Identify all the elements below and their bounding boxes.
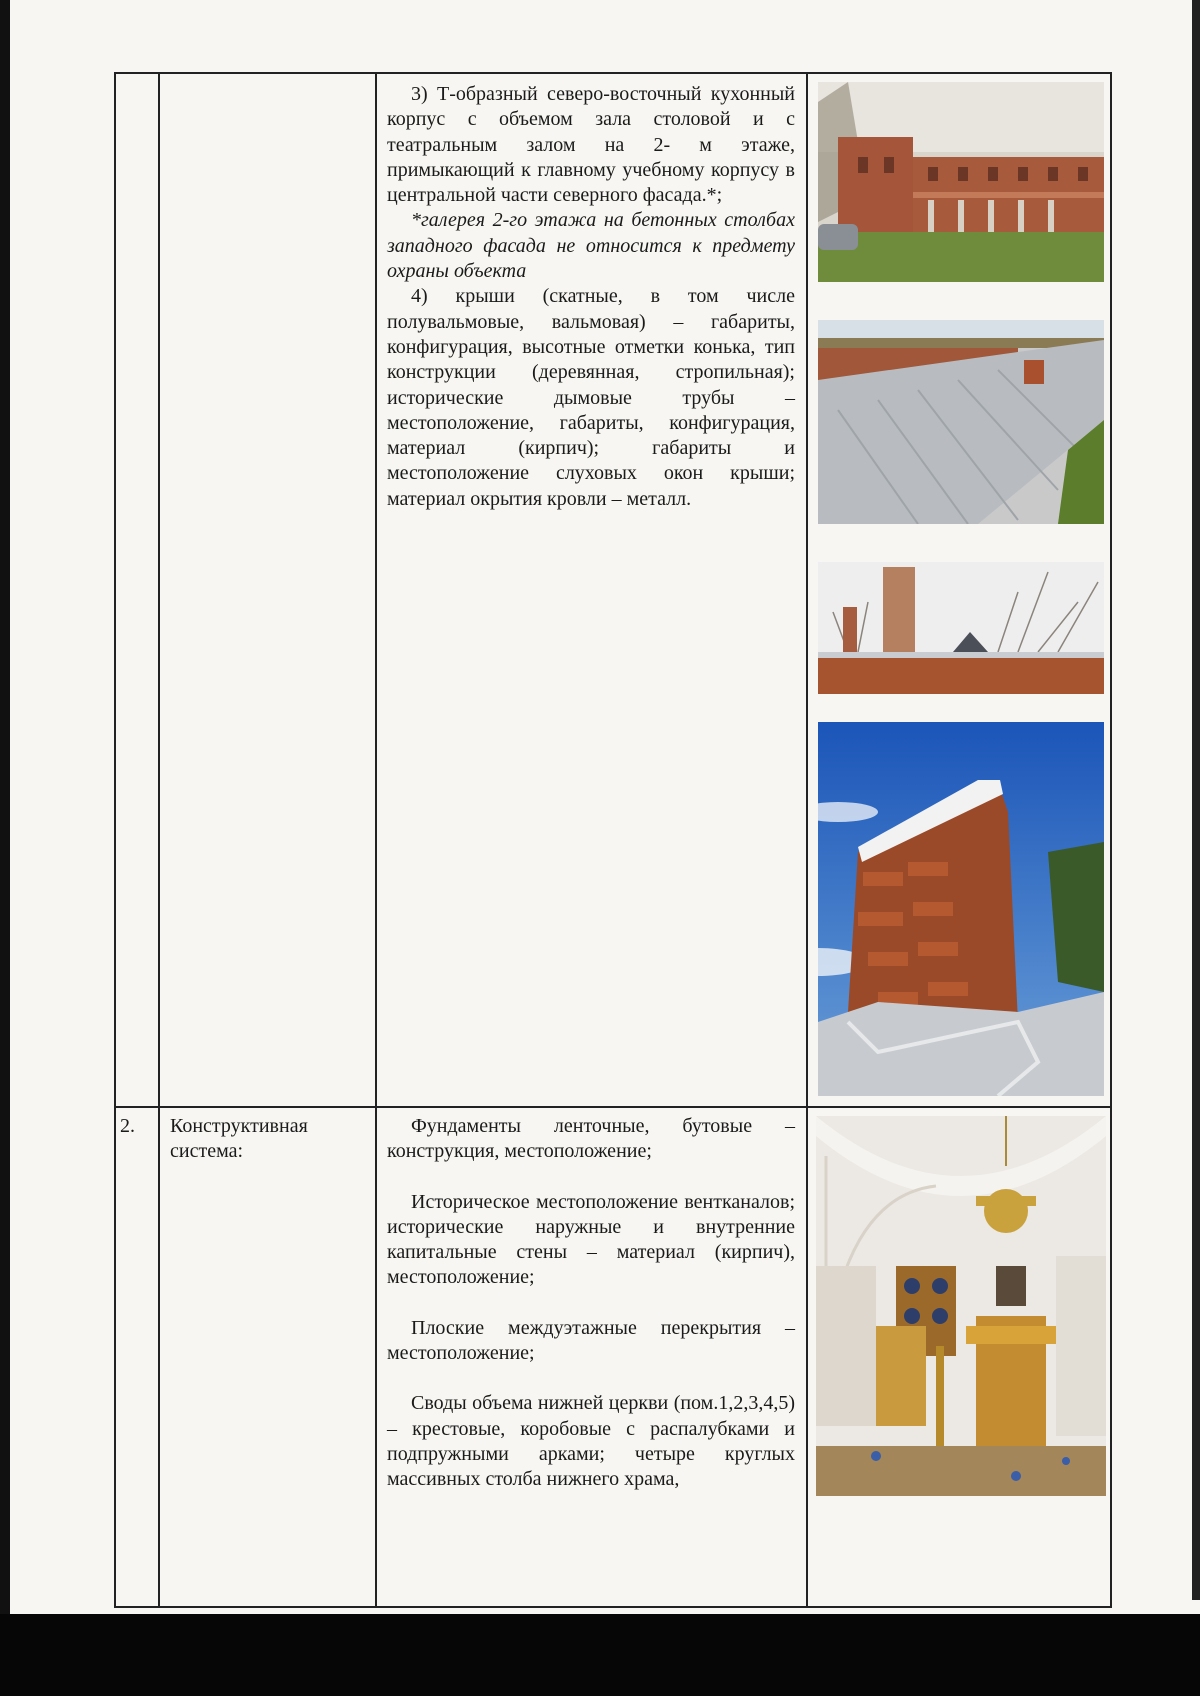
footnote-gallery: *галерея 2-го этажа на бетонных столбах западного фасада не относится к предмету охраны объекта <box>387 209 795 283</box>
table-top-border <box>114 72 1112 74</box>
row-number: 2. <box>120 1115 135 1137</box>
floors-text: Плоские междуэтажные перекрытия – местоположение; <box>387 1316 795 1365</box>
row1-description <box>387 82 795 512</box>
photo-chimney-closeup <box>818 722 1104 1096</box>
vaults-text: Своды объема нижней церкви (пом.1,2,3,4,5) – крестовые, коробовые с распалубками и подпружными арками; четыре круглых массивных столба нижнего храма, <box>387 1392 795 1491</box>
photo-roof <box>818 320 1104 524</box>
foundations-text: Фундаменты ленточные, бутовые – конструкция, местоположение; <box>387 1115 795 1163</box>
photo-building-facade <box>818 82 1104 282</box>
column-divider-number <box>158 72 160 1608</box>
photo-chimneys <box>818 562 1104 694</box>
table-right-border <box>1110 72 1112 1608</box>
table-left-border <box>114 72 116 1608</box>
table-bottom-border <box>114 1606 1112 1608</box>
item-3-kitchen-building: 3) Т-образный северо-восточный кухонный корпус с объемом зала столовой и с театральным залом на 2- м этаже, примыкающий к главному учебному корпусу в центральной части северного фасада.*; <box>387 83 795 207</box>
row-label: Конструктивная система: <box>170 1115 308 1163</box>
scan-edge-left <box>0 0 10 1625</box>
photo-church-interior <box>816 1116 1106 1496</box>
scan-bottom-border <box>0 1614 1200 1696</box>
row2-description <box>387 1114 795 1493</box>
item-4-roofs: 4) крыши (скатные, в том числе полувальмовые, вальмовая) – габариты, конфигурация, высотные отметки конька, тип конструкции (деревянная, стропильная); исторические дымовые трубы – местоположение, габариты, конфигурация, материал (кирпич); габариты и местоположение слуховых окон крыши; материал окрытия кровли – металл. <box>387 285 795 510</box>
protection-subject-table <box>114 72 1112 1608</box>
column-divider-text <box>806 72 808 1608</box>
column-divider-label <box>375 72 377 1608</box>
walls-text: Историческое местоположение вентканалов; исторические наружные и внутренние капитальные стены – материал (кирпич), местоположение; <box>387 1190 795 1289</box>
row-divider <box>114 1106 1112 1108</box>
scan-edge-right <box>1192 0 1200 1600</box>
